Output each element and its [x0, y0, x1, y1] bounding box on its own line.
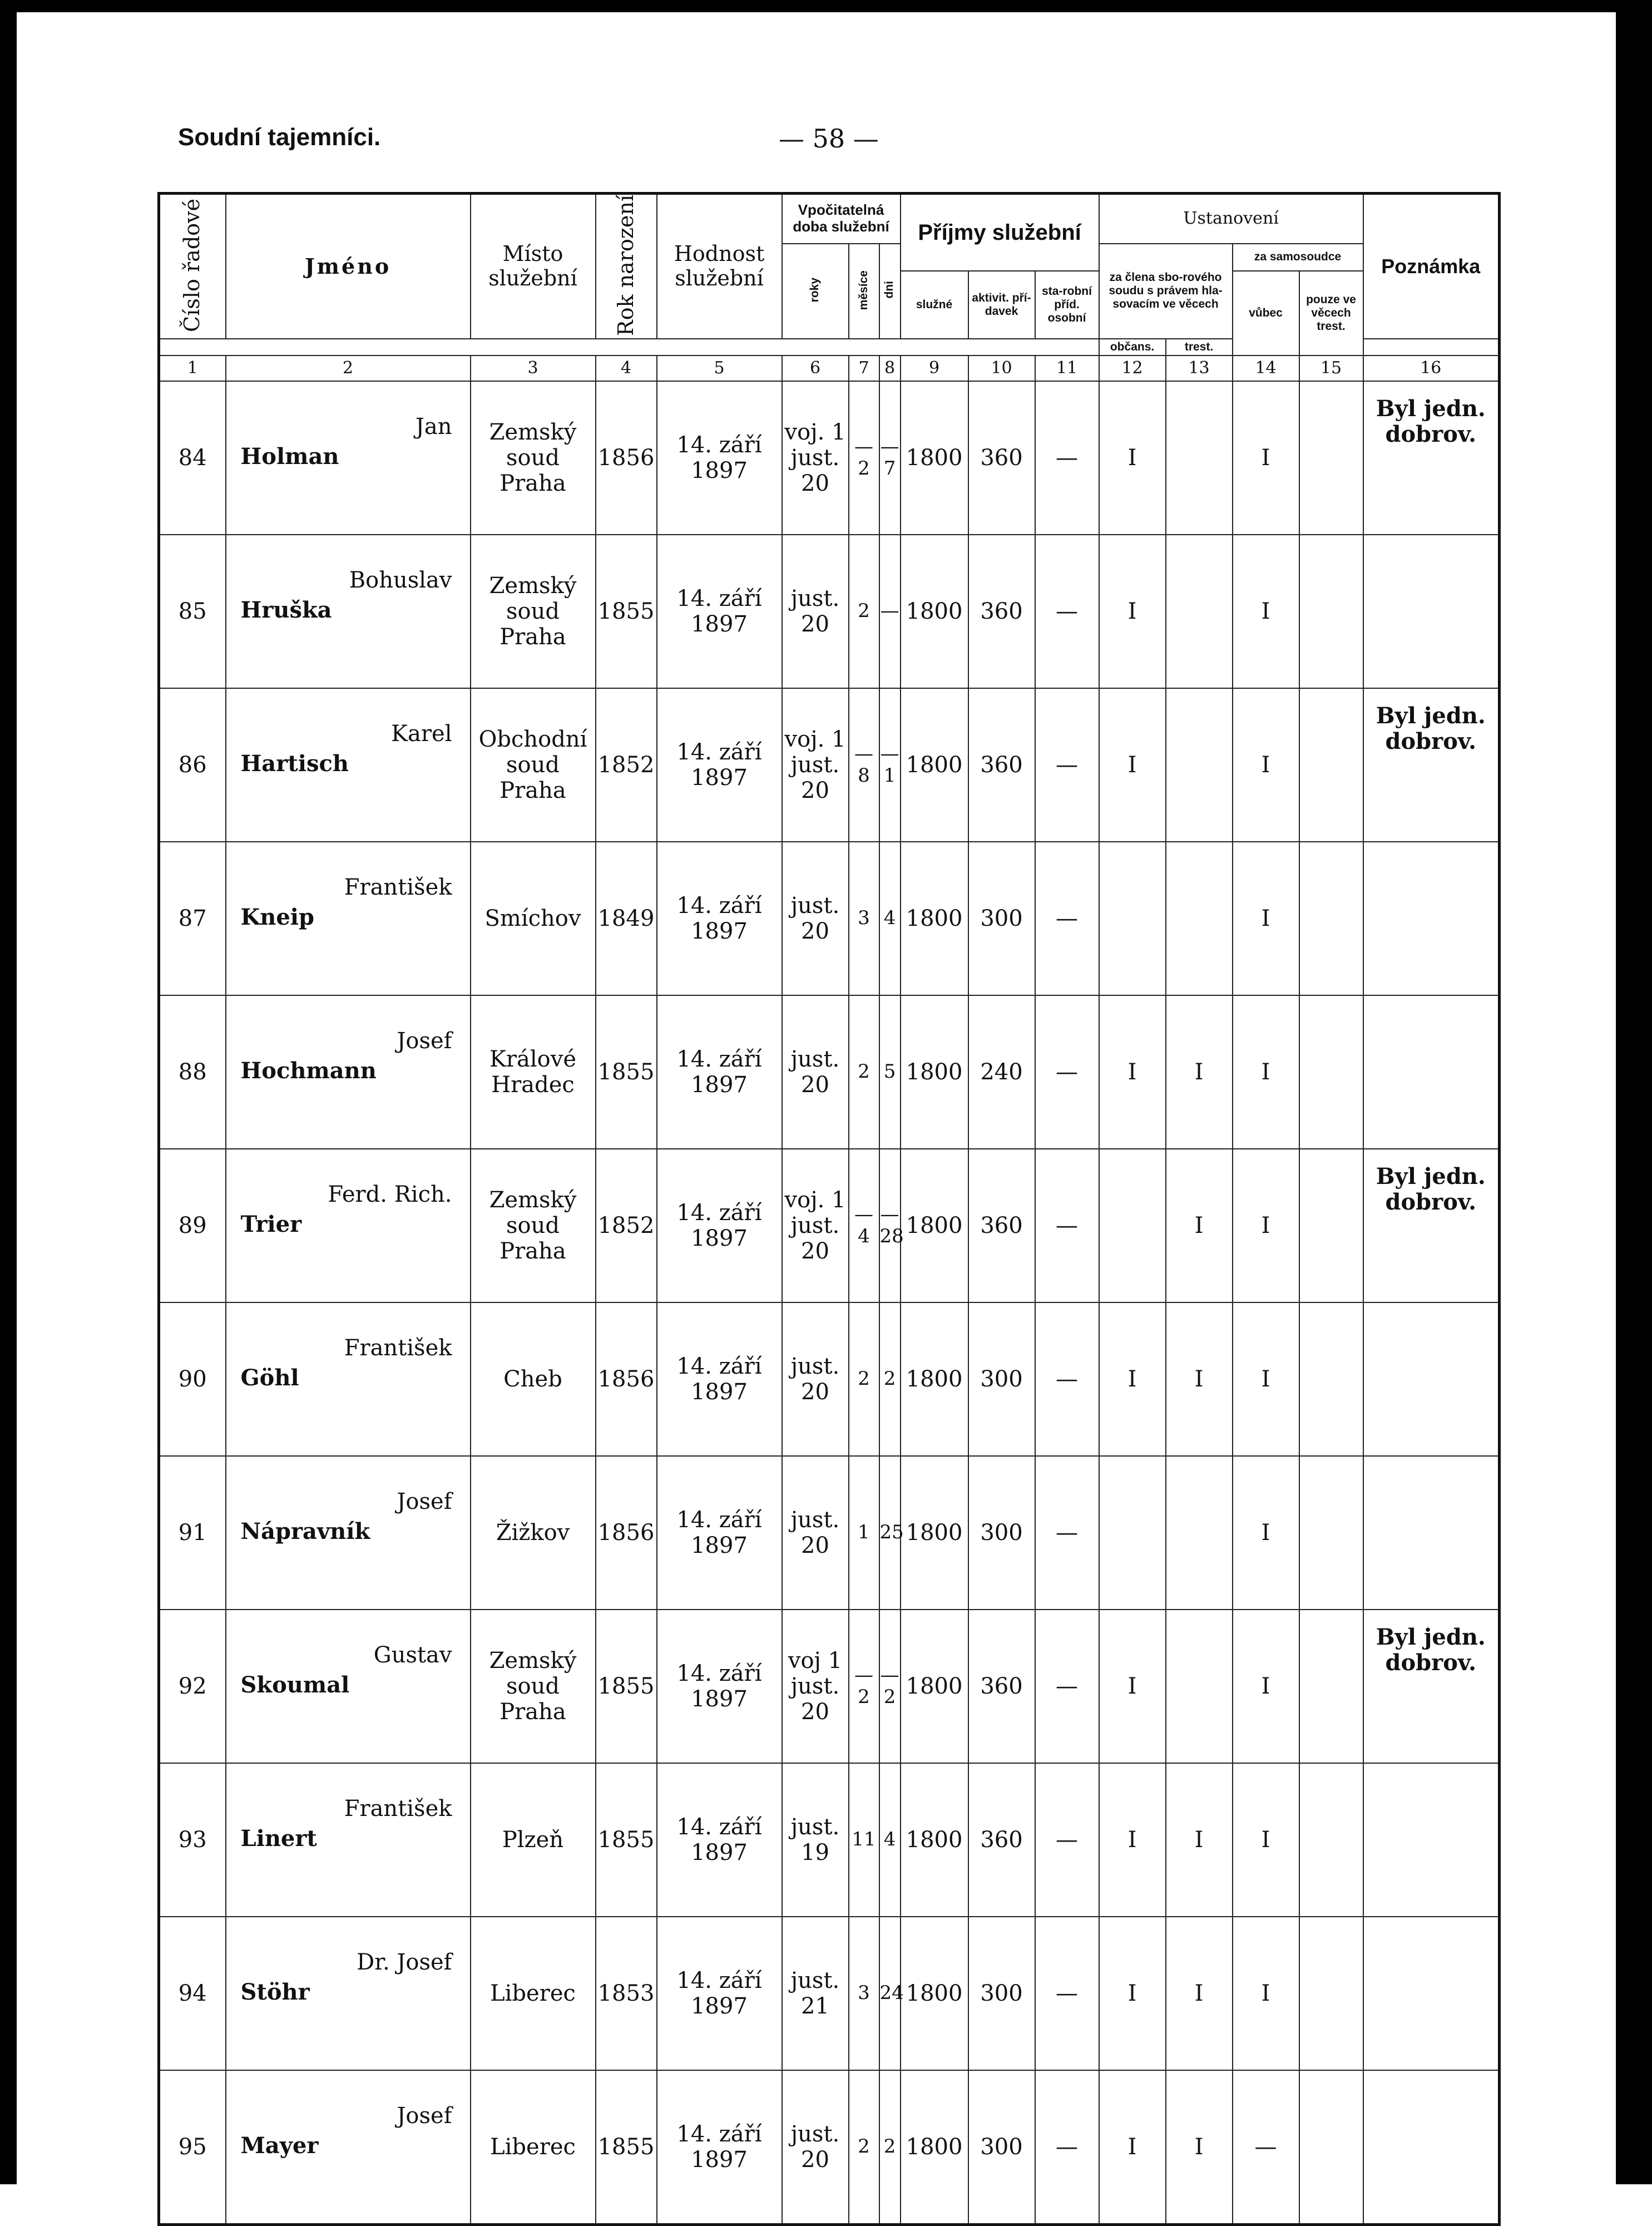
age-allowance: —: [1035, 381, 1099, 535]
criminal-member: [1166, 842, 1233, 995]
salary: 1800: [901, 1610, 968, 1763]
birth-year: 1853: [596, 1917, 657, 2070]
table-row: [159, 995, 1500, 1149]
criminal-member: I: [1166, 995, 1233, 1149]
civil-member: I: [1099, 1917, 1166, 2070]
row-number: 90: [159, 1302, 226, 1456]
table-row: [159, 1149, 1500, 1302]
note: [1363, 1302, 1500, 1456]
place: Zemský soud Praha: [471, 1610, 596, 1763]
single-judge: I: [1233, 688, 1299, 842]
colnum: 15: [1299, 356, 1363, 381]
page-header-title: Soudní tajemníci.: [178, 124, 381, 151]
service-months: 2: [849, 535, 879, 688]
table-row: [159, 2070, 1500, 2225]
age-allowance: —: [1035, 2070, 1099, 2225]
service-years: voj. 1 just. 20: [782, 381, 849, 535]
name-cell: [226, 995, 471, 1149]
salary: 1800: [901, 535, 968, 688]
civil-member: I: [1099, 688, 1166, 842]
service-months: — 4: [849, 1149, 879, 1302]
place: Cheb: [471, 1302, 596, 1456]
header-rok: Rok narození: [596, 194, 657, 339]
note: [1363, 995, 1500, 1149]
service-months: 3: [849, 1917, 879, 2070]
activity-allowance: 360: [968, 1763, 1035, 1917]
service-months: 3: [849, 842, 879, 995]
single-judge: —: [1233, 2070, 1299, 2225]
colnum: 11: [1035, 356, 1099, 381]
service-days: 4: [879, 1763, 901, 1917]
salary: 1800: [901, 1763, 968, 1917]
rank: 14. září 1897: [657, 842, 782, 995]
civil-member: I: [1099, 381, 1166, 535]
header-cislo: Číslo řadové: [159, 194, 226, 339]
service-months: 2: [849, 2070, 879, 2225]
row-number: 91: [159, 1456, 226, 1610]
colnum: 4: [596, 356, 657, 381]
salary: 1800: [901, 2070, 968, 2225]
criminal-member: [1166, 1456, 1233, 1610]
salary: 1800: [901, 1149, 968, 1302]
row-number: 88: [159, 995, 226, 1149]
header-hodnost: Hodnost služební: [657, 194, 782, 339]
criminal-member: I: [1166, 1302, 1233, 1456]
criminal-member: I: [1166, 2070, 1233, 2225]
civil-member: [1099, 842, 1166, 995]
salary: 1800: [901, 842, 968, 995]
salary: 1800: [901, 1456, 968, 1610]
service-years: just. 19: [782, 1763, 849, 1917]
civil-member: I: [1099, 995, 1166, 1149]
service-years: voj. 1 just. 20: [782, 688, 849, 842]
note: Byl jedn. dobrov.: [1363, 381, 1500, 535]
name-cell: [226, 2070, 471, 2225]
row-number: 84: [159, 381, 226, 535]
service-days: — 28: [879, 1149, 901, 1302]
first-name: Bohuslav: [349, 567, 452, 593]
place: Zemský soud Praha: [471, 381, 596, 535]
birth-year: 1849: [596, 842, 657, 995]
row-number: 94: [159, 1917, 226, 2070]
name-cell: [226, 1302, 471, 1456]
header-dni: dni: [879, 244, 901, 339]
surname: Göhl: [240, 1364, 299, 1391]
single-judge-criminal: [1299, 1763, 1363, 1917]
header-obcans: občans.: [1099, 339, 1166, 356]
surname: Skoumal: [240, 1671, 350, 1698]
civil-member: I: [1099, 535, 1166, 688]
page-number: — 58 —: [779, 124, 879, 154]
salary: 1800: [901, 1302, 968, 1456]
activity-allowance: 300: [968, 842, 1035, 995]
header-sluzne: služné: [901, 271, 968, 339]
birth-year: 1855: [596, 1763, 657, 1917]
note: [1363, 1456, 1500, 1610]
note: [1363, 1917, 1500, 2070]
service-days: — 7: [879, 381, 901, 535]
criminal-member: [1166, 688, 1233, 842]
header-spacer-2: [1363, 339, 1500, 356]
salary: 1800: [901, 995, 968, 1149]
surname: Nápravník: [240, 1518, 370, 1544]
single-judge-criminal: [1299, 1610, 1363, 1763]
salary: 1800: [901, 688, 968, 842]
single-judge-criminal: [1299, 995, 1363, 1149]
service-years: just. 20: [782, 1302, 849, 1456]
civil-member: I: [1099, 1763, 1166, 1917]
scan-border-right: [1616, 0, 1652, 2184]
service-years: just. 20: [782, 2070, 849, 2225]
service-days: 25: [879, 1456, 901, 1610]
table-row: [159, 688, 1500, 842]
single-judge: I: [1233, 842, 1299, 995]
rank: 14. září 1897: [657, 1456, 782, 1610]
place: Smíchov: [471, 842, 596, 995]
service-days: 24: [879, 1917, 901, 2070]
birth-year: 1855: [596, 2070, 657, 2225]
name-cell: [226, 535, 471, 688]
colnum: 8: [879, 356, 901, 381]
table-row: [159, 1302, 1500, 1456]
colnum: 6: [782, 356, 849, 381]
criminal-member: I: [1166, 1763, 1233, 1917]
single-judge-criminal: [1299, 688, 1363, 842]
service-months: 11: [849, 1763, 879, 1917]
activity-allowance: 300: [968, 1917, 1035, 2070]
row-number: 89: [159, 1149, 226, 1302]
first-name: Josef: [397, 1028, 452, 1054]
first-name: Gustav: [373, 1642, 452, 1668]
single-judge: I: [1233, 1149, 1299, 1302]
surname: Hartisch: [240, 750, 349, 777]
name-cell: [226, 842, 471, 995]
table-row: [159, 1610, 1500, 1763]
first-name: Josef: [397, 1488, 452, 1514]
name-cell: [226, 1149, 471, 1302]
birth-year: 1852: [596, 1149, 657, 1302]
birth-year: 1856: [596, 1302, 657, 1456]
table-row: [159, 535, 1500, 688]
salary: 1800: [901, 1917, 968, 2070]
table-row: [159, 1456, 1500, 1610]
civil-member: I: [1099, 2070, 1166, 2225]
birth-year: 1856: [596, 381, 657, 535]
first-name: František: [344, 874, 452, 900]
note: Byl jedn. dobrov.: [1363, 688, 1500, 842]
header-doba: Vpočitatelná doba služební: [782, 194, 901, 244]
single-judge: I: [1233, 1302, 1299, 1456]
header-vubec: vůbec: [1233, 271, 1299, 356]
note: Byl jedn. dobrov.: [1363, 1149, 1500, 1302]
single-judge: I: [1233, 1610, 1299, 1763]
name-cell: [226, 381, 471, 535]
age-allowance: —: [1035, 1610, 1099, 1763]
service-years: just. 20: [782, 842, 849, 995]
activity-allowance: 360: [968, 1149, 1035, 1302]
rank: 14. září 1897: [657, 1302, 782, 1456]
name-cell: [226, 688, 471, 842]
column-number-row: [159, 356, 1500, 381]
birth-year: 1856: [596, 1456, 657, 1610]
header-jmeno: Jméno: [226, 194, 471, 339]
rank: 14. září 1897: [657, 1763, 782, 1917]
age-allowance: —: [1035, 1302, 1099, 1456]
place: Zemský soud Praha: [471, 1149, 596, 1302]
service-months: — 2: [849, 381, 879, 535]
place: Liberec: [471, 2070, 596, 2225]
salary: 1800: [901, 381, 968, 535]
table-row: [159, 1763, 1500, 1917]
place: Liberec: [471, 1917, 596, 2070]
single-judge: I: [1233, 1763, 1299, 1917]
first-name: Josef: [397, 2102, 452, 2129]
note: [1363, 1763, 1500, 1917]
single-judge-criminal: [1299, 842, 1363, 995]
first-name: František: [344, 1795, 452, 1822]
service-years: just. 21: [782, 1917, 849, 2070]
age-allowance: —: [1035, 1456, 1099, 1610]
place: Králové Hradec: [471, 995, 596, 1149]
rank: 14. září 1897: [657, 2070, 782, 2225]
header-misto: Místo služební: [471, 194, 596, 339]
single-judge: I: [1233, 535, 1299, 688]
place: Zemský soud Praha: [471, 535, 596, 688]
header-mesice: měsíce: [849, 244, 879, 339]
rank: 14. září 1897: [657, 688, 782, 842]
name-cell: [226, 1763, 471, 1917]
single-judge-criminal: [1299, 1456, 1363, 1610]
table-row: [159, 842, 1500, 995]
birth-year: 1855: [596, 1610, 657, 1763]
criminal-member: I: [1166, 1149, 1233, 1302]
birth-year: 1855: [596, 535, 657, 688]
surname: Mayer: [240, 2132, 319, 2159]
header-aktivit: aktivit. pří-davek: [968, 271, 1035, 339]
single-judge-criminal: [1299, 535, 1363, 688]
service-months: 2: [849, 1302, 879, 1456]
note: [1363, 2070, 1500, 2225]
note: [1363, 535, 1500, 688]
birth-year: 1855: [596, 995, 657, 1149]
activity-allowance: 360: [968, 381, 1035, 535]
rank: 14. září 1897: [657, 1917, 782, 2070]
activity-allowance: 300: [968, 2070, 1035, 2225]
table-row: [159, 381, 1500, 535]
age-allowance: —: [1035, 1149, 1099, 1302]
register-table: [157, 192, 1501, 2226]
age-allowance: —: [1035, 995, 1099, 1149]
colnum: 16: [1363, 356, 1500, 381]
criminal-member: [1166, 535, 1233, 688]
age-allowance: —: [1035, 688, 1099, 842]
header-starobni: sta-robní příd. osobní: [1035, 271, 1099, 339]
rank: 14. září 1897: [657, 1149, 782, 1302]
colnum: 2: [226, 356, 471, 381]
header-trest: trest.: [1166, 339, 1233, 356]
age-allowance: —: [1035, 1763, 1099, 1917]
place: Obchodní soud Praha: [471, 688, 596, 842]
name-cell: [226, 1456, 471, 1610]
single-judge-criminal: [1299, 2070, 1363, 2225]
header-ustanoveni: Ustanovení: [1099, 194, 1363, 244]
criminal-member: [1166, 381, 1233, 535]
first-name: František: [344, 1335, 452, 1361]
single-judge-criminal: [1299, 381, 1363, 535]
criminal-member: [1166, 1610, 1233, 1763]
surname: Holman: [240, 443, 339, 470]
age-allowance: —: [1035, 535, 1099, 688]
service-days: 2: [879, 1302, 901, 1456]
header-poznamka: Poznámka: [1363, 194, 1500, 339]
civil-member: [1099, 1456, 1166, 1610]
age-allowance: —: [1035, 842, 1099, 995]
colnum: 14: [1233, 356, 1299, 381]
surname: Hruška: [240, 596, 332, 623]
service-days: — 1: [879, 688, 901, 842]
rank: 14. září 1897: [657, 1610, 782, 1763]
service-years: just. 20: [782, 535, 849, 688]
activity-allowance: 240: [968, 995, 1035, 1149]
activity-allowance: 300: [968, 1302, 1035, 1456]
civil-member: [1099, 1149, 1166, 1302]
surname: Kneip: [240, 904, 314, 930]
criminal-member: I: [1166, 1917, 1233, 2070]
surname: Hochmann: [240, 1057, 377, 1084]
service-months: — 8: [849, 688, 879, 842]
activity-allowance: 360: [968, 1610, 1035, 1763]
row-number: 95: [159, 2070, 226, 2225]
single-judge: I: [1233, 381, 1299, 535]
header-roky: roky: [782, 244, 849, 339]
service-months: 1: [849, 1456, 879, 1610]
service-days: — 2: [879, 1610, 901, 1763]
header-clen: za člena sbo-rového soudu s právem hla-sovacím ve věcech: [1099, 244, 1233, 339]
row-number: 92: [159, 1610, 226, 1763]
first-name: Karel: [391, 720, 452, 747]
activity-allowance: 360: [968, 688, 1035, 842]
note: [1363, 842, 1500, 995]
table-row: [159, 1917, 1500, 2070]
activity-allowance: 300: [968, 1456, 1035, 1610]
header-spacer: [159, 339, 1099, 356]
service-years: just. 20: [782, 1456, 849, 1610]
header-prijmy: Příjmy služební: [901, 194, 1099, 272]
row-number: 85: [159, 535, 226, 688]
service-days: 5: [879, 995, 901, 1149]
note: Byl jedn. dobrov.: [1363, 1610, 1500, 1763]
surname: Stöhr: [240, 1978, 310, 2005]
single-judge-criminal: [1299, 1917, 1363, 2070]
activity-allowance: 360: [968, 535, 1035, 688]
single-judge-criminal: [1299, 1149, 1363, 1302]
row-number: 86: [159, 688, 226, 842]
service-years: voj. 1 just. 20: [782, 1149, 849, 1302]
first-name: Ferd. Rich.: [328, 1181, 452, 1207]
place: Žižkov: [471, 1456, 596, 1610]
colnum: 1: [159, 356, 226, 381]
colnum: 3: [471, 356, 596, 381]
civil-member: I: [1099, 1610, 1166, 1763]
colnum: 9: [901, 356, 968, 381]
civil-member: I: [1099, 1302, 1166, 1456]
first-name: Dr. Josef: [357, 1949, 452, 1975]
service-months: — 2: [849, 1610, 879, 1763]
row-number: 93: [159, 1763, 226, 1917]
surname: Linert: [240, 1825, 317, 1852]
header-pouze: pouze ve věcech trest.: [1299, 271, 1363, 356]
first-name: Jan: [415, 413, 452, 440]
birth-year: 1852: [596, 688, 657, 842]
service-years: voj 1 just. 20: [782, 1610, 849, 1763]
colnum: 5: [657, 356, 782, 381]
single-judge: I: [1233, 1456, 1299, 1610]
colnum: 12: [1099, 356, 1166, 381]
place: Plzeň: [471, 1763, 596, 1917]
service-months: 2: [849, 995, 879, 1149]
single-judge-criminal: [1299, 1302, 1363, 1456]
header-samosoudce: za samosoudce: [1233, 244, 1363, 272]
scan-border-top: [0, 0, 1652, 12]
colnum: 7: [849, 356, 879, 381]
rank: 14. září 1897: [657, 535, 782, 688]
service-years: just. 20: [782, 995, 849, 1149]
single-judge: I: [1233, 995, 1299, 1149]
service-days: 2: [879, 2070, 901, 2225]
table-body: [159, 381, 1500, 2225]
single-judge: I: [1233, 1917, 1299, 2070]
rank: 14. září 1897: [657, 381, 782, 535]
rank: 14. září 1897: [657, 995, 782, 1149]
row-number: 87: [159, 842, 226, 995]
name-cell: [226, 1610, 471, 1763]
surname: Trier: [240, 1211, 302, 1237]
colnum: 10: [968, 356, 1035, 381]
service-days: 4: [879, 842, 901, 995]
name-cell: [226, 1917, 471, 2070]
colnum: 13: [1166, 356, 1233, 381]
age-allowance: —: [1035, 1917, 1099, 2070]
scan-border-left: [0, 0, 17, 2184]
service-days: —: [879, 535, 901, 688]
